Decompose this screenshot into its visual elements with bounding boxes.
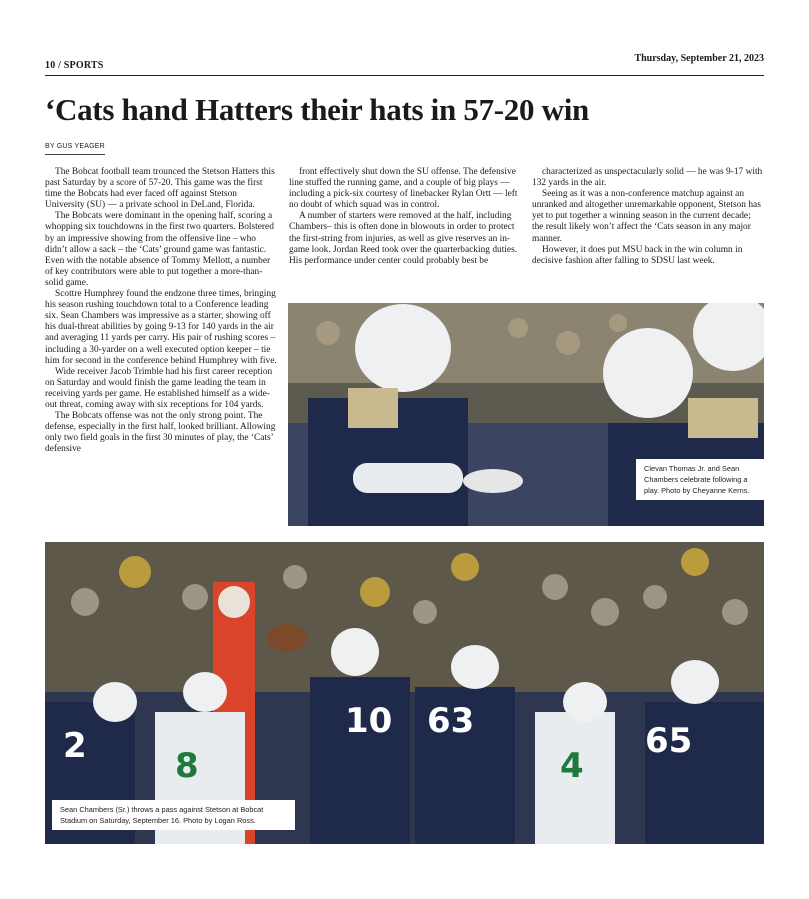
article-column-2: [289, 167, 521, 267]
issue-date: Thursday, September 21, 2023: [634, 53, 764, 64]
jersey-number: 10: [345, 701, 393, 741]
byline: BY GUS YEAGER: [45, 143, 105, 155]
article-column-1: [45, 167, 277, 455]
header-rule: [45, 75, 764, 76]
photo-caption: Sean Chambers (Sr.) throws a pass against Stetson at Bobcat Stadium on Saturday, September 16. Photo by Logan Ross.: [52, 800, 295, 830]
jersey-number: 4: [560, 746, 584, 786]
paragraph: Wide receiver Jacob Trimble had his first career reception on Saturday and would finish the game leading the team in receiving yards per game. He established himself as a wide-out threat, coming away with six receptions for 104 yards.: [45, 366, 273, 410]
paragraph: A number of starters were removed at the half, including Chambers– this is often done in blowouts in order to protect the first-string from injuries, as well as give reserves an in-game look. Jordan Reed took over the quarterbacking duties. His performance under center could probably best be: [289, 211, 518, 266]
paragraph: The Bobcats were dominant in the opening half, scoring a whopping six touchdowns in the first two quarters. Bolstered by an impressive showing from the offensive line – who didn’t allow a sack – the ‘Cats’ ground game was fantastic. Even with the notable absence of Tommy Mellott, a number of key contributors were able to put together a more-than-solid game.: [45, 211, 274, 288]
jersey-number: 65: [645, 721, 693, 761]
paragraph: Scottre Humphrey found the endzone three times, bringing his season rushing touchdown total to a Conference leading six. Sean Chambers was impressive as a starter, showing off his dual-threat abilities by going 9-13 for 140 yards in the air and averaging 11 yards per carry. His pair of rushing scores – including a 30-yarder on a well executed option keeper – tie him for second in the conference behind Humphrey with five.: [45, 289, 277, 366]
jersey-number: 8: [175, 746, 199, 786]
article-column-3: [532, 167, 764, 267]
paragraph: front effectively shut down the SU offense. The defensive line stuffed the running game, and a couple of big plays — including a pick-six courtesy of linebacker Rylan Ortt — left no doubt of which squad was in control.: [289, 167, 518, 211]
paragraph: characterized as unspectacularly solid — he was 9-17 with 132 yards in the air.: [532, 167, 763, 189]
section-label: 10 / SPORTS: [45, 60, 104, 71]
jersey-number: 2: [63, 726, 87, 766]
paragraph: The Bobcat football team trounced the Stetson Hatters this past Saturday by a score of 57-20. This game was the first time the Bobcats had ever faced off against Stetson University (SU) — a private school in DeLand, Florida.: [45, 167, 275, 211]
article-headline: ‘Cats hand Hatters their hats in 57-20 win: [45, 92, 589, 127]
paragraph: The Bobcats offense was not the only strong point. The defense, especially in the first half, looked brilliant. Allowing only two field goals in the first 30 minutes of play, the ‘Cats’ defensive: [45, 411, 276, 455]
photo-caption: Clevan Thomas Jr. and Sean Chambers celebrate following a play. Photo by Cheyanne Kerns.: [636, 459, 764, 500]
action-photo: [45, 542, 764, 844]
paragraph: Seeing as it was a non-conference matchup against an unranked and altogether unremarkable opponent, Stetson has yet to put together a winning season in the current decade; the result likely won’t affect the ‘Cats season in any major manner.: [532, 189, 761, 244]
paragraph: However, it does put MSU back in the win column in decisive fashion after falling to SDSU last week.: [532, 244, 743, 266]
jersey-number: 63: [427, 701, 475, 741]
